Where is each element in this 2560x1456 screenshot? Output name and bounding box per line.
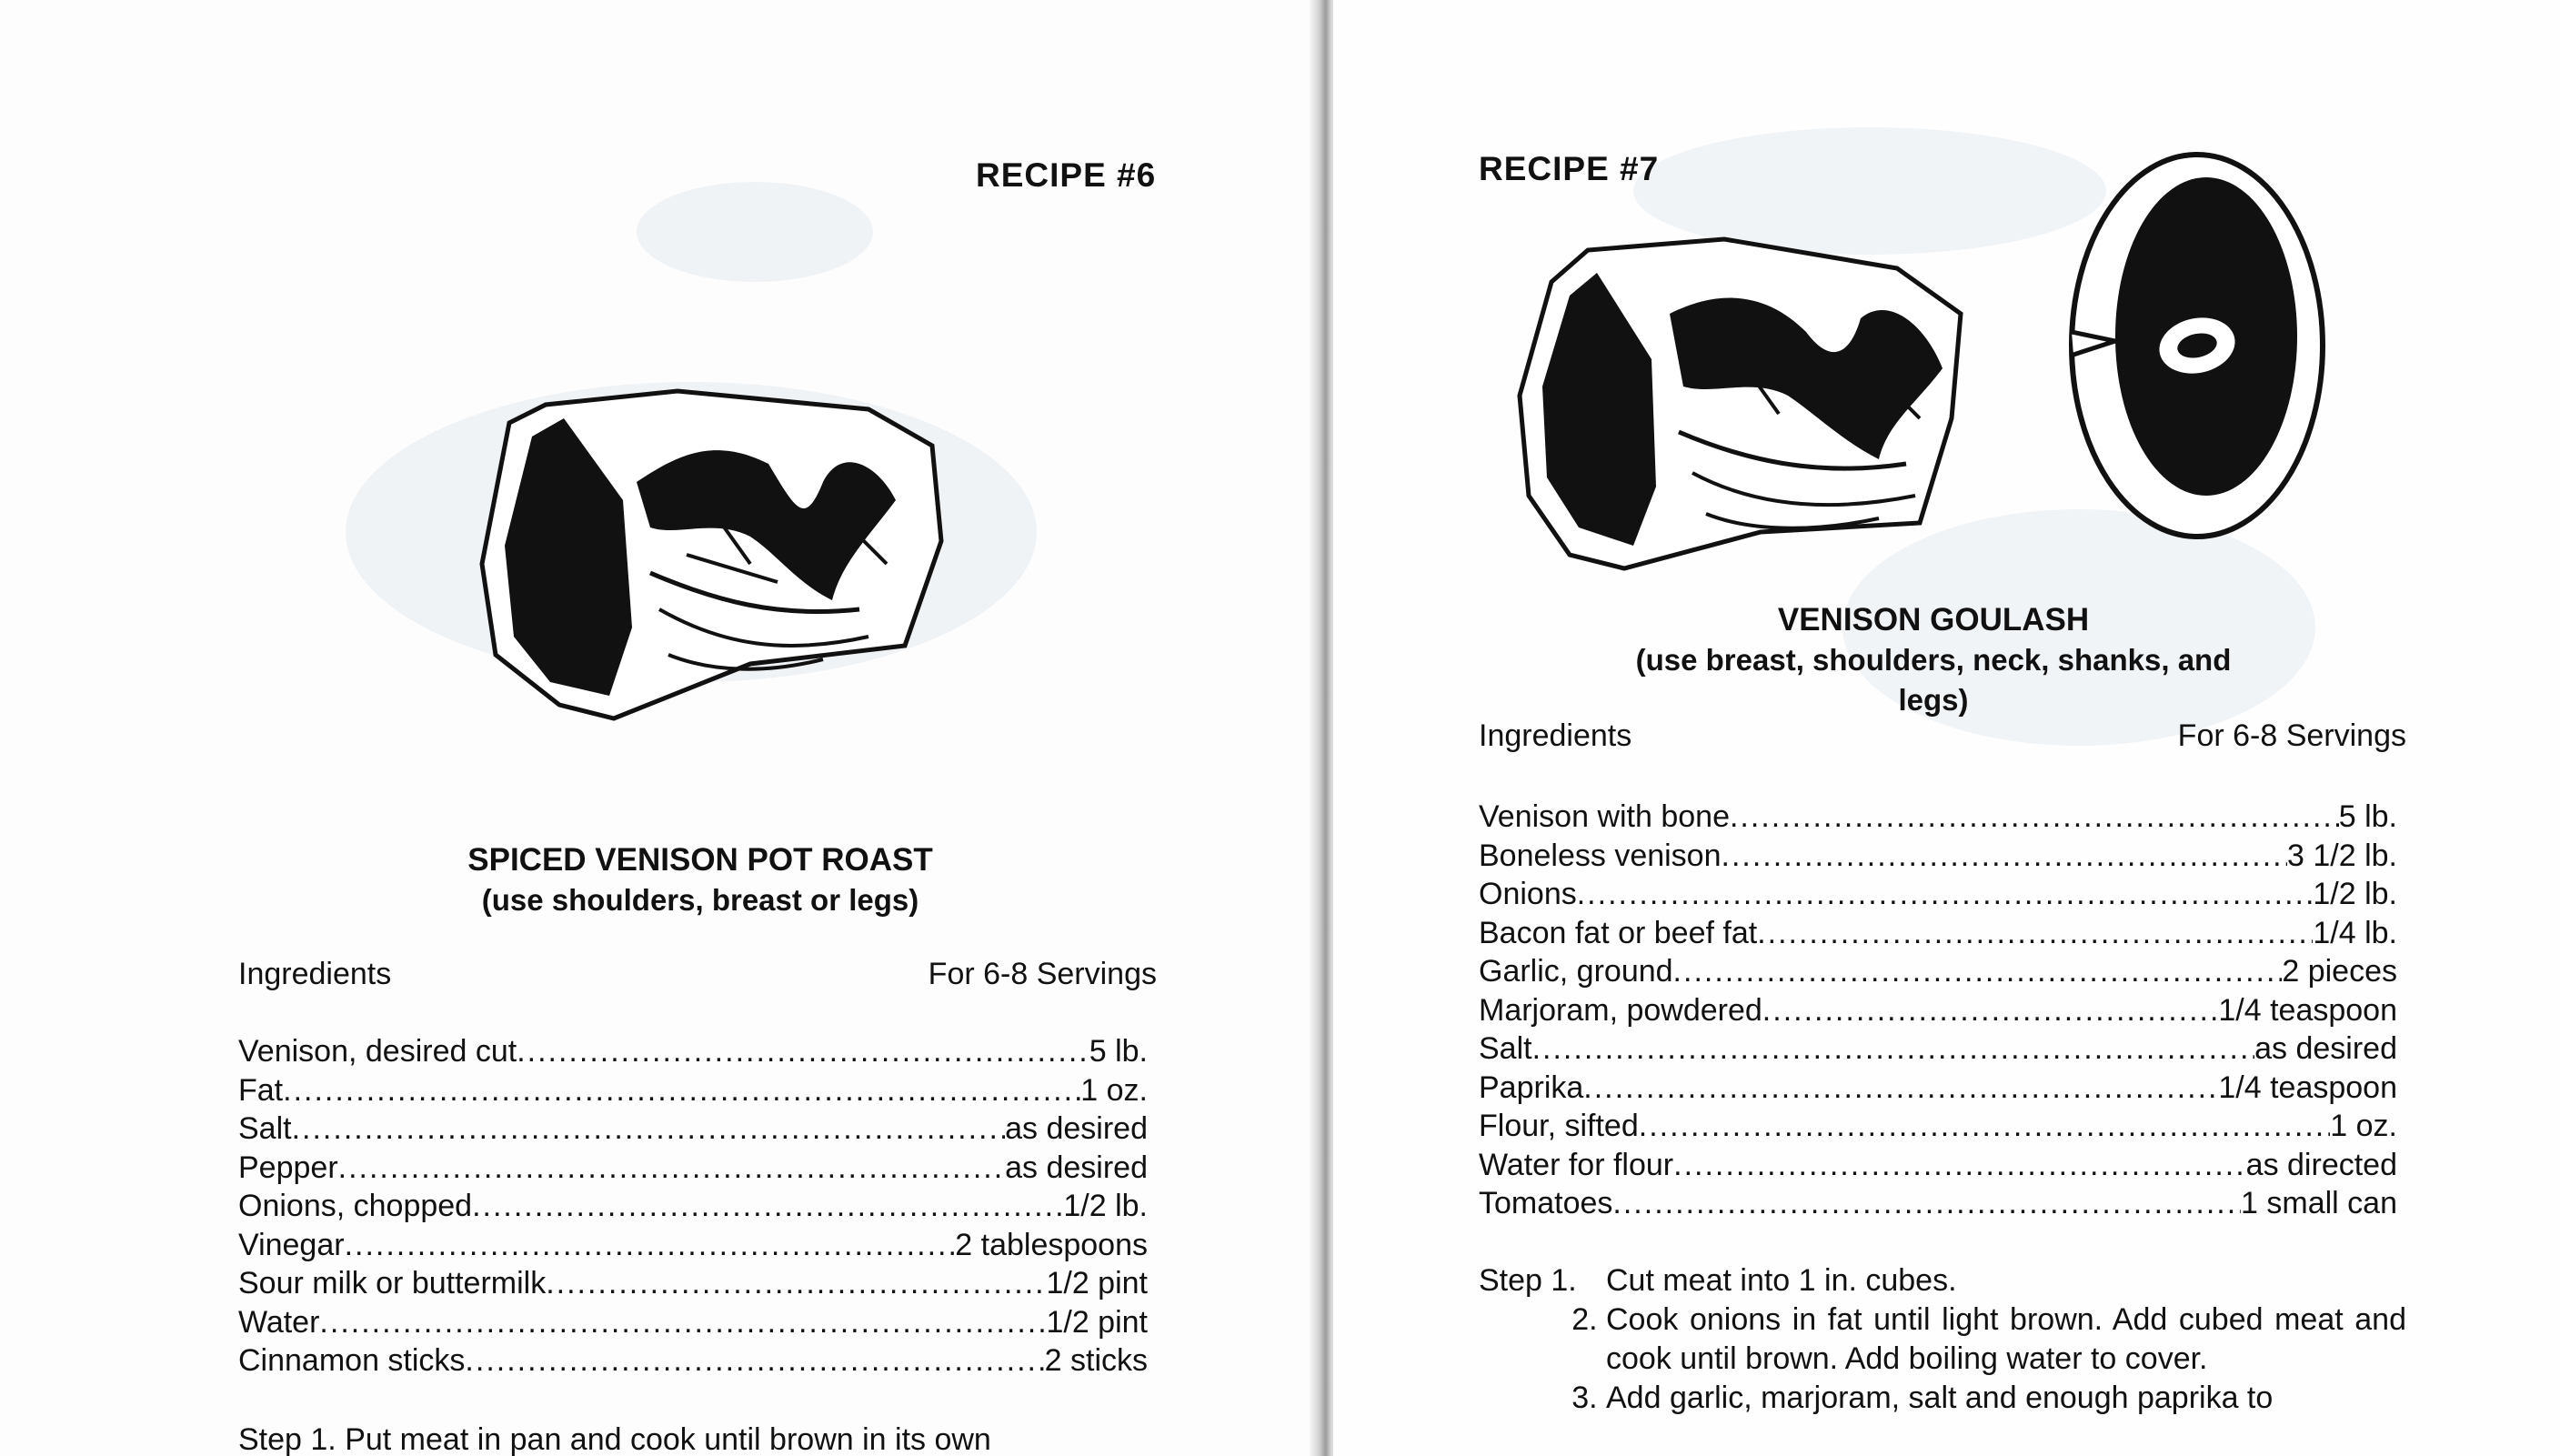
step-row <box>1479 1261 2406 1300</box>
bleed-through-shape <box>637 182 873 282</box>
leader-dots <box>1757 914 2313 953</box>
ingredient-amount: 3 1/2 lb. <box>2287 838 2397 873</box>
ingredient-name: Fat <box>238 1072 284 1108</box>
step-row <box>1479 1300 2406 1379</box>
step-number: 2. <box>1571 1302 1606 1337</box>
ingredients-header <box>238 957 1157 992</box>
ingredient-amount: 1/4 lb. <box>2313 915 2397 950</box>
ingredient-row <box>238 1032 1148 1071</box>
step-number: Step 1. <box>238 1422 346 1456</box>
ingredient-amount: 5 lb. <box>1089 1034 1148 1069</box>
ingredient-row <box>1479 1029 2397 1069</box>
ingredient-name: Salt <box>238 1111 292 1146</box>
recipe-title <box>1615 600 2252 720</box>
ingredient-row <box>1479 798 2397 837</box>
ingredient-row <box>1479 1184 2397 1223</box>
ingredient-amount: as desired <box>2254 1031 2397 1066</box>
step-list <box>238 1421 1157 1456</box>
ingredient-amount: as directed <box>2245 1147 2397 1182</box>
ingredient-name: Onions, chopped <box>238 1189 473 1223</box>
ingredient-amount: as desired <box>1005 1111 1148 1146</box>
ingredient-amount: 1/2 lb. <box>2313 877 2397 911</box>
ingredient-name: Vinegar <box>238 1227 345 1262</box>
right-page <box>1333 0 2560 1456</box>
recipe-number: RECIPE #7 <box>1479 150 1660 187</box>
ingredient-row <box>238 1226 1148 1265</box>
ingredient-amount: 1/4 teaspoon <box>2218 1069 2397 1105</box>
leader-dots <box>465 1341 1044 1381</box>
ingredient-amount: 1/2 pint <box>1046 1266 1148 1300</box>
ingredient-name: Bacon fat or beef fat <box>1479 915 1758 950</box>
recipe-subtitle: (use shoulders, breast or legs) <box>481 883 919 917</box>
leader-dots <box>319 1303 1046 1342</box>
leader-dots <box>338 1149 1005 1188</box>
ingredient-list <box>1479 798 2397 1223</box>
title-text: SPICED VENISON POT ROAST <box>467 842 933 878</box>
ingredient-amount: 1 small can <box>2241 1186 2397 1220</box>
ingredient-name: Venison with bone <box>1479 799 1730 834</box>
leader-dots <box>1612 1184 2241 1223</box>
ingredient-row <box>238 1149 1148 1188</box>
servings-label: For 6-8 Servings <box>2177 718 2406 753</box>
bone-steak-illustration <box>2061 141 2334 550</box>
leader-dots <box>283 1071 1080 1110</box>
leader-dots <box>1673 1146 2246 1185</box>
ingredient-amount: 2 sticks <box>1044 1343 1148 1378</box>
ingredient-row <box>238 1264 1148 1303</box>
leader-dots <box>345 1226 956 1265</box>
leader-dots <box>1730 798 2339 837</box>
ingredient-amount: 5 lb. <box>2338 799 2397 834</box>
ingredient-amount: 1 oz. <box>1080 1072 1148 1108</box>
ingredient-name: Water <box>238 1304 320 1340</box>
ingredient-amount: 1/2 lb. <box>1063 1189 1148 1223</box>
ingredient-row <box>1479 1069 2397 1108</box>
ingredient-row <box>238 1341 1148 1381</box>
step-text: Put meat in pan and cook until brown in its own <box>345 1422 991 1456</box>
leader-dots <box>1673 952 2283 991</box>
step-text: Cook onions in fat until light brown. Add cubed meat and cook until brown. Add boiling water to cover. <box>1606 1302 2406 1376</box>
leader-dots <box>472 1187 1063 1226</box>
ingredient-name: Sour milk or buttermilk <box>238 1266 547 1300</box>
recipe-number: RECIPE #6 <box>976 156 1157 194</box>
ingredient-name: Paprika <box>1479 1069 1584 1105</box>
ingredients-label: Ingredients <box>1479 718 1632 753</box>
ingredient-name: Marjoram, powdered <box>1479 992 1762 1028</box>
ingredient-amount: 2 pieces <box>2282 954 2397 989</box>
ingredient-name: Flour, sifted <box>1479 1109 1639 1143</box>
ingredient-amount: 1 oz. <box>2330 1109 2397 1143</box>
ingredient-name: Cinnamon sticks <box>238 1343 466 1378</box>
leader-dots <box>1577 875 2314 914</box>
ingredient-row <box>1479 1107 2397 1146</box>
step-number: 3. <box>1571 1381 1606 1415</box>
servings-label: For 6-8 Servings <box>928 957 1157 991</box>
title-text: VENISON GOULASH <box>1777 602 2090 638</box>
ingredient-name: Garlic, ground <box>1479 954 1673 989</box>
ingredient-amount: 1/4 teaspoon <box>2218 992 2397 1028</box>
ingredient-name: Salt <box>1479 1031 1532 1066</box>
ingredient-name: Venison, desired cut <box>238 1034 517 1069</box>
step-text: Add garlic, marjoram, salt and enough paprika to <box>1606 1381 2274 1415</box>
pot-roast-illustration <box>477 382 950 728</box>
ingredient-row <box>1479 875 2397 914</box>
leader-dots <box>1532 1029 2255 1069</box>
ingredient-name: Onions <box>1479 877 1577 911</box>
step-list <box>1479 1261 2406 1418</box>
ingredient-row <box>238 1303 1148 1342</box>
ingredient-row <box>1479 991 2397 1030</box>
step-row <box>238 1421 1157 1456</box>
ingredient-row <box>238 1071 1148 1110</box>
leader-dots <box>1722 837 2288 876</box>
ingredient-amount: as desired <box>1005 1150 1148 1185</box>
ingredient-name: Pepper <box>238 1150 338 1185</box>
ingredient-name: Tomatoes <box>1479 1186 1613 1220</box>
ingredient-list <box>238 1032 1148 1381</box>
ingredient-amount: 1/2 pint <box>1046 1304 1148 1340</box>
leader-dots <box>1583 1069 2218 1108</box>
ingredient-name: Water for flour <box>1479 1147 1674 1182</box>
ingredient-row <box>1479 952 2397 991</box>
ingredient-amount: 2 tablespoons <box>955 1227 1148 1262</box>
ingredients-header <box>1479 718 2406 754</box>
recipe-title <box>382 840 1019 920</box>
ingredient-row <box>238 1110 1148 1149</box>
ingredient-row <box>238 1187 1148 1226</box>
step-text: Cut meat into 1 in. cubes. <box>1606 1263 1957 1298</box>
leader-dots <box>292 1110 1006 1149</box>
leader-dots <box>1639 1107 2331 1146</box>
ingredients-label: Ingredients <box>238 957 392 991</box>
ingredient-row <box>1479 1146 2397 1185</box>
ingredient-row <box>1479 914 2397 953</box>
step-number: Step 1. <box>1479 1263 1586 1298</box>
goulash-cut-illustration <box>1515 232 1970 568</box>
leader-dots <box>517 1032 1089 1071</box>
ingredient-row <box>1479 837 2397 876</box>
step-row <box>1479 1379 2406 1418</box>
leader-dots <box>546 1264 1046 1303</box>
leader-dots <box>1762 991 2219 1030</box>
recipe-subtitle: (use breast, shoulders, neck, shanks, and legs) <box>1635 643 2232 717</box>
ingredient-name: Boneless venison <box>1479 838 1722 873</box>
